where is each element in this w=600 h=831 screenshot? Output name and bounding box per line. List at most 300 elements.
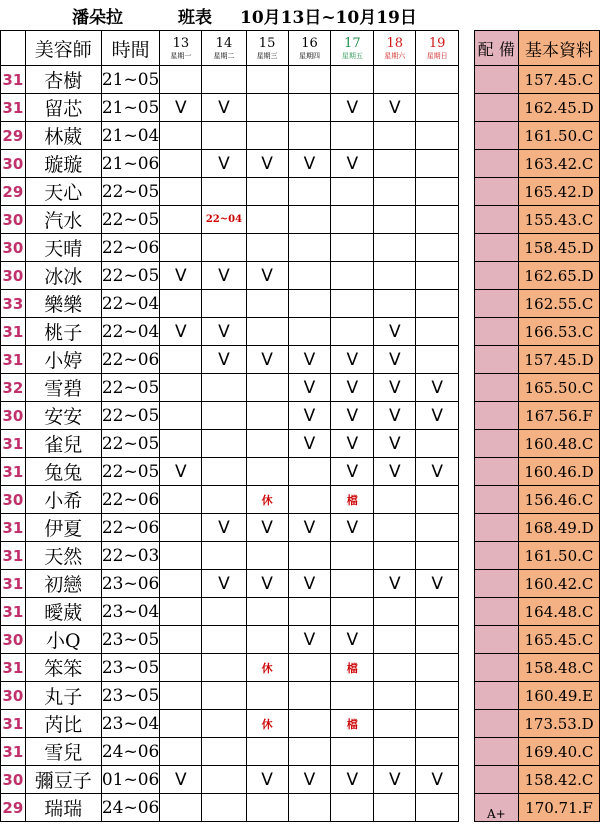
day-cell: V: [374, 766, 416, 794]
remark-cell: [474, 94, 518, 122]
day-number: 13: [172, 35, 190, 51]
day-cell: [202, 738, 246, 766]
stylist-name: 伊夏: [25, 514, 101, 542]
day-cell: [331, 122, 374, 150]
shift-time: 21~04: [101, 122, 160, 150]
weekday-label: 星期四: [298, 51, 320, 60]
day-cell: [374, 234, 416, 262]
stylist-name: 天然: [25, 542, 101, 570]
day-cell: V: [416, 458, 459, 486]
schedule-row: [1, 206, 600, 234]
day-cell: [288, 598, 331, 626]
shift-time: 23~04: [101, 710, 160, 738]
day-cell: [246, 402, 288, 430]
day-cell: [160, 66, 202, 94]
spacer-column: [459, 430, 475, 458]
stylist-name: 兔兔: [25, 458, 101, 486]
day-cell: V: [374, 570, 416, 598]
day-number: 15: [258, 35, 276, 51]
day-cell: [160, 374, 202, 402]
day-cell: [246, 626, 288, 654]
day-cell: [288, 654, 331, 682]
info-cell: 160.46.D: [519, 458, 600, 486]
row-count: 32: [1, 374, 26, 402]
day-cell: V: [246, 570, 288, 598]
info-cell: 162.55.C: [519, 290, 600, 318]
day-cell: [246, 682, 288, 710]
day-cell: 檔: [331, 486, 374, 514]
day-cell: [331, 206, 374, 234]
day-cell: [416, 486, 459, 514]
remark-header: 配 備: [474, 31, 518, 66]
row-count: 31: [1, 598, 26, 626]
stylist-name: 小婷: [25, 346, 101, 374]
day-cell: V: [246, 262, 288, 290]
day-cell: 檔: [331, 654, 374, 682]
day-cell: V: [160, 262, 202, 290]
schedule-row: [1, 458, 600, 486]
day-cell: 檔: [331, 710, 374, 738]
schedule-row: [1, 430, 600, 458]
day-cell: [416, 682, 459, 710]
shift-time: 23~05: [101, 682, 160, 710]
weekday-label: 星期一: [170, 51, 192, 60]
stylist-name: 曖葳: [25, 598, 101, 626]
stylist-name: 汽水: [25, 206, 101, 234]
remark-cell: [474, 458, 518, 486]
spacer-column: [459, 486, 475, 514]
spacer-column: [459, 262, 475, 290]
day-cell: V: [331, 374, 374, 402]
spacer-column: [459, 598, 475, 626]
row-count: 31: [1, 738, 26, 766]
info-cell: 156.46.C: [519, 486, 600, 514]
day-number: 16: [301, 35, 318, 51]
weekday-label: 星期三: [256, 51, 278, 60]
info-cell: 166.53.C: [519, 318, 600, 346]
remark-cell: [474, 486, 518, 514]
shift-time: 22~03: [101, 542, 160, 570]
shift-time: 22~05: [101, 430, 160, 458]
spacer-column: [459, 122, 475, 150]
row-count: 30: [1, 682, 26, 710]
row-count: 29: [1, 794, 26, 822]
remark-cell: A+: [474, 794, 518, 822]
day-cell: [246, 290, 288, 318]
schedule-row: [1, 766, 600, 794]
stylist-name: 杏樹: [25, 66, 101, 94]
day-cell: V: [202, 514, 246, 542]
spacer-column: [459, 66, 475, 94]
day-cell: [202, 794, 246, 822]
day-cell: [331, 542, 374, 570]
schedule-row: [1, 178, 600, 206]
info-cell: 161.50.C: [519, 542, 600, 570]
day-cell: V: [374, 374, 416, 402]
day-cell: [160, 234, 202, 262]
stylist-name: 丸子: [25, 682, 101, 710]
weekday-label: 星期六: [384, 51, 406, 60]
day-cell: [374, 598, 416, 626]
shift-time: 22~06: [101, 486, 160, 514]
info-cell: 158.45.D: [519, 234, 600, 262]
spacer-column: [459, 682, 475, 710]
info-cell: 164.48.C: [519, 598, 600, 626]
day-cell: [202, 654, 246, 682]
row-count: 33: [1, 290, 26, 318]
spacer-column: [459, 402, 475, 430]
remark-cell: [474, 570, 518, 598]
day-cell: [288, 122, 331, 150]
day-cell: V: [288, 514, 331, 542]
shift-time: 24~06: [101, 794, 160, 822]
row-count: 31: [1, 318, 26, 346]
day-cell: [288, 458, 331, 486]
info-header: 基本資料: [519, 31, 600, 66]
schedule-row: [1, 794, 600, 822]
day-cell: [374, 738, 416, 766]
spacer-column: [459, 654, 475, 682]
stylist-name: 璇璇: [25, 150, 101, 178]
shift-time: 23~05: [101, 654, 160, 682]
date-range: 10月13日~10月19日: [240, 8, 417, 28]
day-cell: V: [288, 570, 331, 598]
stylist-name: 小Q: [25, 626, 101, 654]
info-cell: 162.65.D: [519, 262, 600, 290]
day-cell: V: [160, 318, 202, 346]
stylist-name: 初戀: [25, 570, 101, 598]
shift-time: 22~05: [101, 458, 160, 486]
day-cell: V: [246, 514, 288, 542]
shift-time: 22~05: [101, 206, 160, 234]
day-cell: [416, 346, 459, 374]
time-header: 時間: [101, 31, 160, 66]
day-cell: V: [331, 94, 374, 122]
day-cell: [160, 206, 202, 234]
row-count: 30: [1, 150, 26, 178]
schedule-row: [1, 346, 600, 374]
info-cell: 167.56.F: [519, 402, 600, 430]
day-cell: V: [416, 402, 459, 430]
schedule-row: [1, 486, 600, 514]
shift-time: 23~06: [101, 570, 160, 598]
day-header-16: [288, 31, 331, 66]
day-cell: V: [246, 346, 288, 374]
day-cell: [374, 514, 416, 542]
day-cell: [374, 710, 416, 738]
day-cell: 休: [246, 654, 288, 682]
day-cell: [374, 178, 416, 206]
schedule-row: [1, 374, 600, 402]
row-count: 30: [1, 486, 26, 514]
day-cell: [160, 654, 202, 682]
weekday-label: 星期日: [426, 51, 448, 60]
stylist-name: 冰冰: [25, 262, 101, 290]
remark-cell: [474, 150, 518, 178]
day-cell: [160, 122, 202, 150]
day-cell: [374, 150, 416, 178]
info-cell: 162.45.D: [519, 94, 600, 122]
day-cell: [331, 598, 374, 626]
row-count: 31: [1, 654, 26, 682]
schedule-row: [1, 122, 600, 150]
spacer-column: [459, 710, 475, 738]
stylist-name: 小希: [25, 486, 101, 514]
spacer-column: [459, 234, 475, 262]
schedule-row: [1, 234, 600, 262]
remark-cell: [474, 514, 518, 542]
day-cell: [288, 710, 331, 738]
spacer-column: [459, 794, 475, 822]
day-cell: [202, 682, 246, 710]
spacer-column: [459, 31, 475, 66]
day-cell: [288, 290, 331, 318]
day-cell: [246, 94, 288, 122]
day-cell: V: [288, 374, 331, 402]
day-cell: [202, 402, 246, 430]
spacer-column: [459, 346, 475, 374]
spacer-column: [459, 318, 475, 346]
info-cell: 170.71.F: [519, 794, 600, 822]
day-header-13: [160, 31, 202, 66]
shift-time: 22~06: [101, 514, 160, 542]
day-cell: [160, 794, 202, 822]
info-cell: 158.48.C: [519, 654, 600, 682]
day-cell: [288, 318, 331, 346]
day-cell: V: [202, 346, 246, 374]
shift-time: 23~05: [101, 626, 160, 654]
day-header-15: [246, 31, 288, 66]
info-cell: 163.42.C: [519, 150, 600, 178]
day-cell: [246, 738, 288, 766]
day-cell: V: [288, 626, 331, 654]
day-cell: [416, 430, 459, 458]
header-number-cell: [1, 31, 26, 66]
day-cell: [416, 262, 459, 290]
day-cell: [160, 682, 202, 710]
spacer-column: [459, 458, 475, 486]
schedule-row: [1, 66, 600, 94]
day-cell: [416, 598, 459, 626]
day-cell: V: [331, 430, 374, 458]
stylist-name: 天晴: [25, 234, 101, 262]
remark-cell: [474, 346, 518, 374]
day-cell: [288, 738, 331, 766]
day-cell: V: [331, 766, 374, 794]
day-cell: [331, 738, 374, 766]
stylist-name: 雀兒: [25, 430, 101, 458]
spacer-column: [459, 738, 475, 766]
day-cell: [160, 598, 202, 626]
schedule-row: [1, 150, 600, 178]
shift-time: 21~05: [101, 66, 160, 94]
day-cell: [202, 290, 246, 318]
day-cell: [246, 66, 288, 94]
schedule-row: [1, 598, 600, 626]
stylist-name: 笨笨: [25, 654, 101, 682]
day-cell: [416, 66, 459, 94]
spacer-column: [459, 374, 475, 402]
day-cell: [331, 570, 374, 598]
day-cell: [288, 262, 331, 290]
remark-cell: [474, 290, 518, 318]
day-cell: [202, 430, 246, 458]
info-cell: 157.45.C: [519, 66, 600, 94]
day-number: 17: [344, 35, 361, 51]
day-cell: [202, 598, 246, 626]
row-count: 29: [1, 122, 26, 150]
day-cell: [160, 514, 202, 542]
day-cell: [246, 234, 288, 262]
day-header-14: [202, 31, 246, 66]
shift-time: 22~05: [101, 178, 160, 206]
day-cell: [160, 346, 202, 374]
day-cell: [374, 486, 416, 514]
day-cell: [331, 682, 374, 710]
day-cell: [246, 122, 288, 150]
remark-cell: [474, 178, 518, 206]
remark-cell: [474, 766, 518, 794]
day-cell: [160, 710, 202, 738]
day-cell: V: [331, 514, 374, 542]
day-cell: 休: [246, 486, 288, 514]
remark-cell: [474, 542, 518, 570]
day-cell: [288, 66, 331, 94]
schedule-row: [1, 290, 600, 318]
remark-cell: [474, 738, 518, 766]
row-count: 31: [1, 66, 26, 94]
day-cell: V: [331, 402, 374, 430]
day-cell: [374, 206, 416, 234]
stylist-name: 彌豆子: [25, 766, 101, 794]
day-cell: [374, 262, 416, 290]
day-number: 19: [428, 35, 446, 51]
day-cell: [416, 542, 459, 570]
day-cell: V: [288, 150, 331, 178]
remark-cell: [474, 710, 518, 738]
day-cell: V: [160, 458, 202, 486]
info-cell: 165.45.C: [519, 626, 600, 654]
day-cell: [374, 626, 416, 654]
day-cell: [246, 794, 288, 822]
row-count: 31: [1, 458, 26, 486]
stylist-name: 樂樂: [25, 290, 101, 318]
day-cell: V: [374, 346, 416, 374]
day-cell: V: [374, 402, 416, 430]
stylist-name: 安安: [25, 402, 101, 430]
schedule-row: [1, 318, 600, 346]
shop-name: 潘朵拉: [72, 8, 123, 28]
day-cell: [288, 94, 331, 122]
day-cell: [374, 66, 416, 94]
day-cell: V: [331, 346, 374, 374]
day-cell: [202, 458, 246, 486]
day-cell: V: [331, 626, 374, 654]
day-cell: [416, 710, 459, 738]
day-cell: [160, 150, 202, 178]
schedule-row: [1, 654, 600, 682]
day-cell: [202, 710, 246, 738]
shift-time: 21~05: [101, 94, 160, 122]
row-count: 31: [1, 542, 26, 570]
row-count: 31: [1, 430, 26, 458]
day-cell: [288, 234, 331, 262]
day-cell: [160, 402, 202, 430]
info-cell: 169.40.C: [519, 738, 600, 766]
schedule-row: [1, 542, 600, 570]
stylist-name: 芮比: [25, 710, 101, 738]
spacer-column: [459, 542, 475, 570]
day-cell: [160, 290, 202, 318]
day-header-19: [416, 31, 459, 66]
day-cell: [374, 542, 416, 570]
row-count: 29: [1, 178, 26, 206]
remark-cell: [474, 598, 518, 626]
day-cell: [160, 430, 202, 458]
stylist-name: 林葳: [25, 122, 101, 150]
schedule-row: [1, 402, 600, 430]
day-cell: [416, 94, 459, 122]
shift-time: 22~04: [101, 318, 160, 346]
info-cell: 158.42.C: [519, 766, 600, 794]
day-cell: [374, 654, 416, 682]
schedule-row: [1, 626, 600, 654]
info-cell: 157.45.D: [519, 346, 600, 374]
remark-cell: [474, 682, 518, 710]
day-cell: 休: [246, 710, 288, 738]
day-cell: [374, 290, 416, 318]
day-cell: [288, 486, 331, 514]
day-cell: [288, 542, 331, 570]
info-cell: 160.48.C: [519, 430, 600, 458]
day-cell: [160, 178, 202, 206]
day-cell: V: [331, 150, 374, 178]
row-count: 30: [1, 402, 26, 430]
day-cell: V: [416, 766, 459, 794]
day-cell: [416, 150, 459, 178]
day-cell: [374, 682, 416, 710]
day-cell: V: [374, 430, 416, 458]
day-cell: [288, 794, 331, 822]
day-cell: V: [288, 766, 331, 794]
day-cell: V: [374, 318, 416, 346]
info-cell: 161.50.C: [519, 122, 600, 150]
day-cell: [416, 514, 459, 542]
stylist-name: 留芯: [25, 94, 101, 122]
remark-cell: [474, 122, 518, 150]
row-count: 30: [1, 626, 26, 654]
day-cell: [202, 234, 246, 262]
day-cell: [374, 794, 416, 822]
day-cell: [416, 206, 459, 234]
shift-time: 22~04: [101, 290, 160, 318]
stylist-name: 桃子: [25, 318, 101, 346]
day-cell: V: [246, 766, 288, 794]
day-cell: [202, 374, 246, 402]
info-cell: 165.42.D: [519, 178, 600, 206]
day-cell: V: [202, 150, 246, 178]
day-cell: [331, 234, 374, 262]
row-count: 31: [1, 514, 26, 542]
spacer-column: [459, 626, 475, 654]
schedule-label: 班表: [178, 8, 212, 28]
row-count: 31: [1, 570, 26, 598]
day-cell: [416, 738, 459, 766]
info-cell: 160.42.C: [519, 570, 600, 598]
day-cell: V: [246, 150, 288, 178]
stylist-name: 瑞瑞: [25, 794, 101, 822]
shift-time: 23~04: [101, 598, 160, 626]
